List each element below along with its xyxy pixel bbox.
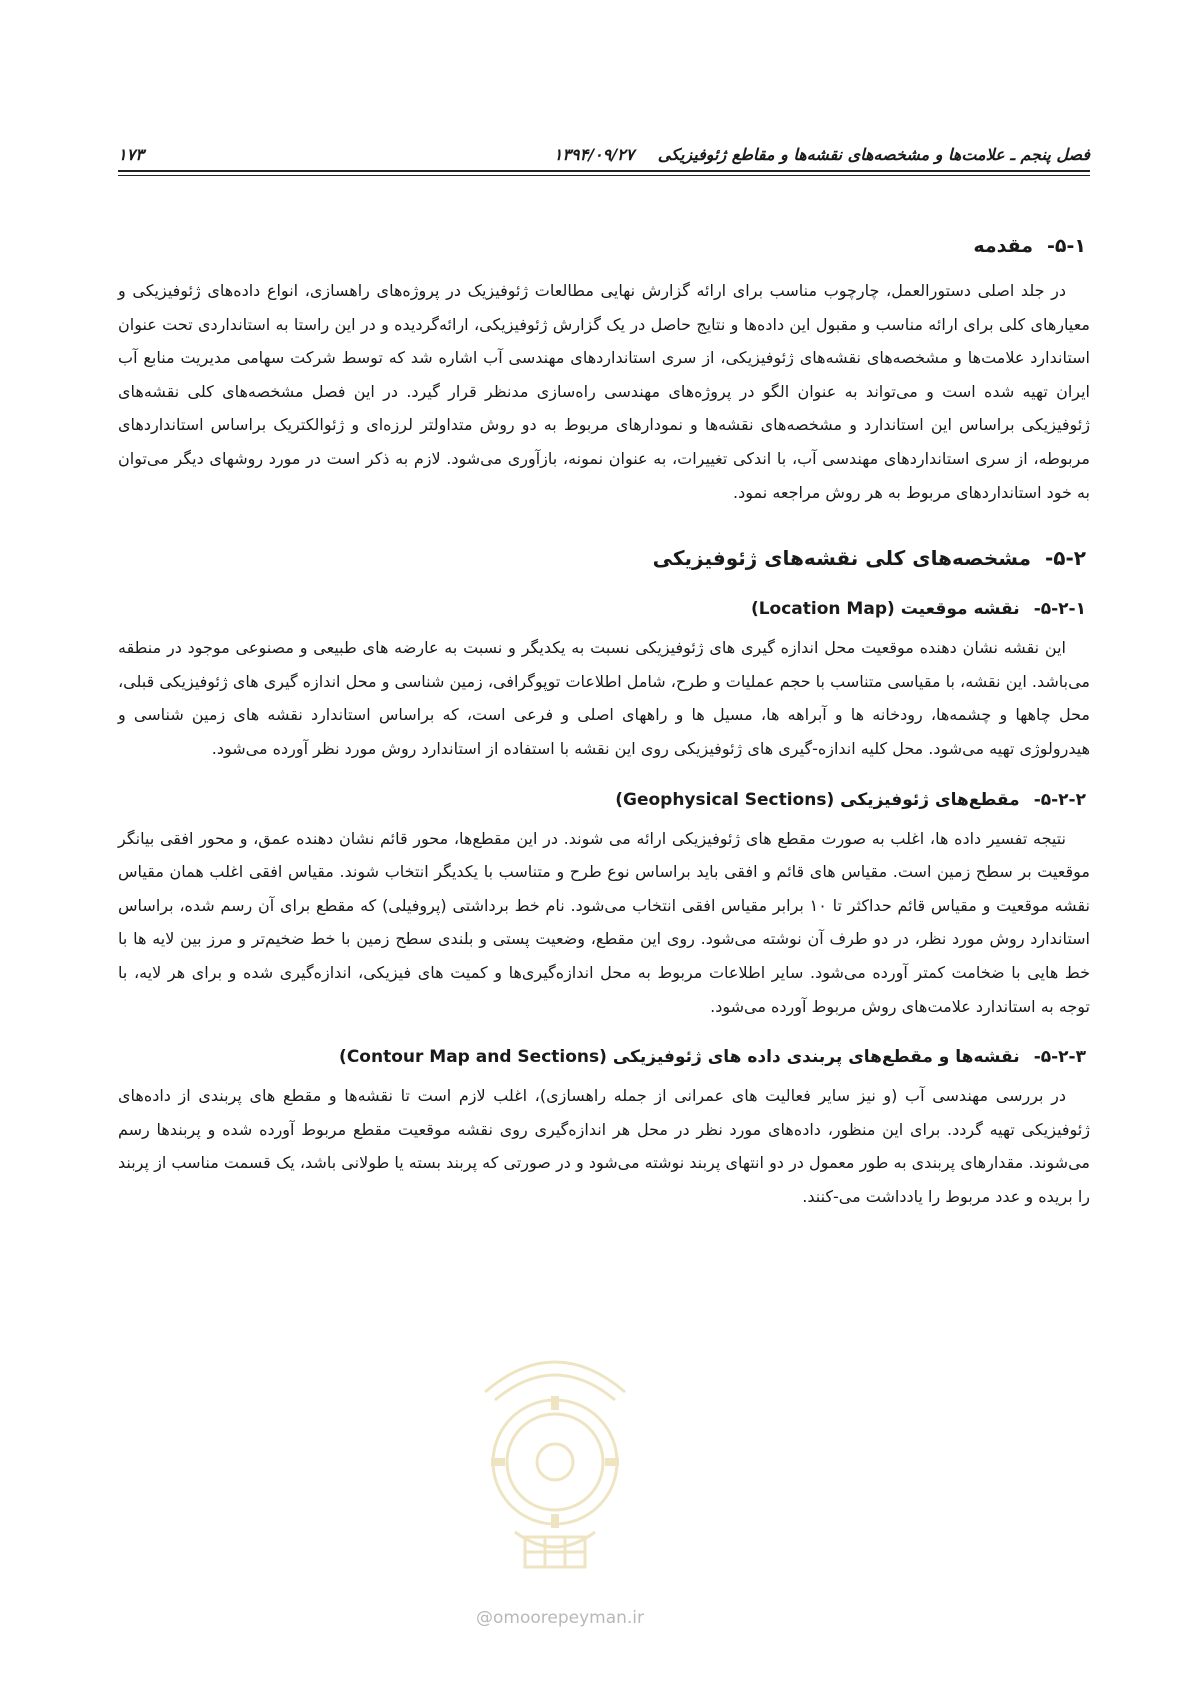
- subsection-number: ۵-۲-۲-: [1033, 789, 1086, 810]
- section-heading-main: [118, 543, 1086, 573]
- page-content: [118, 232, 1090, 1213]
- subsection-title: مقطع‌های ژئوفیزیکی (Geophysical Sections): [615, 789, 1020, 810]
- subsection-number: ۵-۲-۳-: [1033, 1047, 1086, 1068]
- header-date: ۱۳۹۴/۰۹/۲۷: [553, 145, 635, 164]
- section-title: مشخصه‌های کلی نقشه‌های ژئوفیزیکی: [652, 546, 1031, 571]
- intro-paragraph: در جلد اصلی دستورالعمل، چارچوب مناسب برای ارائه گزارش نهایی مطالعات ژئوفیزیک در پروژه‌های راهسازی، انواع داده‌های ژئوفیزیکی و معیارهای کلی برای ارائه مناسب و مقبول این داده‌ها و نتایج حاصل در یک گزارش ژئوفیزیکی، ارائه‌گردیده و در این راستا به استانداردی تحت عنوان استاندارد علامت‌ها و مشخصه‌های نقشه‌های ژئوفیزیکی، از سری استانداردهای مهندسی آب اشاره شد که توسط شرکت سهامی مدیریت منابع آب ایران تهیه شده است و می‌تواند به عنوان الگو در پروژه‌های مهندسی راه‌سازی مدنظر قرار گیرد. در این فصل مشخصه‌های کلی نقشه‌های ژئوفیزیکی براساس این استاندارد و مشخصه‌های نقشه‌ها و نمودارهای مربوط به دو روش متداولتر لرزه‌ای و ژئوالکتریک براساس استانداردهای مربوطه، از سری استانداردهای مهندسی آب، با اندکی تغییرات، به عنوان نمونه، بازآوری می‌شود. لازم به ذکر است در مورد روشهای دیگر می‌توان به خود استانداردهای مربوط به هر روش مراجعه نمود.: [118, 281, 1090, 502]
- header-rule-thick: [118, 170, 1090, 172]
- section-number: ۵-۱-: [1047, 235, 1086, 257]
- chapter-title: فصل پنجم ـ علامت‌ها و مشخصه‌های نقشه‌ها و مقاطع ژئوفیزیکی: [657, 145, 1090, 164]
- subsection-heading-location-map: [118, 595, 1086, 623]
- header-rule-thin: [118, 175, 1090, 176]
- subsection-heading-contour-maps: [118, 1043, 1086, 1071]
- header-title-block: [554, 145, 1090, 164]
- section-number: ۵-۲-: [1044, 546, 1086, 571]
- location-map-paragraph: این نقشه نشان دهنده موقعیت محل اندازه گیری های ژئوفیزیکی نسبت به یکدیگر و نسبت به عارضه های طبیعی و مصنوعی موجود در منطقه می‌باشد. این نقشه، با مقیاسی متناسب با حجم عملیات و طرح، شامل اطلاعات توپوگرافی، زمین شناسی و محل اندازه گیری های ژئوفیزیکی قبلی، محل چاهها و چشمه‌ها، رودخانه ها و آبراهه ها، مسیل ها و راههای اصلی و فرعی است، که براساس استاندارد نقشه های زمین شناسی و هیدرولوژی تهیه می‌شود. محل کلیه اندازه-گیری های ژئوفیزیکی روی این نقشه با استفاده از استاندارد روش مورد نظر آورده می‌شود.: [118, 638, 1090, 758]
- page-number: ۱۷۳: [118, 145, 144, 164]
- watermark-site: @omoorepeyman.ir: [475, 1608, 645, 1628]
- watermark-seal-icon: [455, 1322, 655, 1592]
- geophysical-sections-paragraph: نتیجه تفسیر داده ها، اغلب به صورت مقطع های ژئوفیزیکی ارائه می شوند. در این مقطع‌ها، محور قائم نشان دهنده عمق، و محور افقی بیانگر موقعیت بر سطح زمین است. مقیاس های قائم و افقی باید براساس نوع طرح و متناسب با یکدیگر انتخاب شوند. مقیاس افقی اغلب همان مقیاس نقشه موقعیت و مقیاس قائم حداکثر تا ۱۰ برابر مقیاس افقی انتخاب می‌شود. نام خط برداشتی (پروفیلی) که مقطع برای آن رسم شده، براساس استاندارد روش مورد نظر، در دو طرف آن نوشته می‌شود. روی این مقطع، وضعیت پستی و بلندی سطح زمین با خط ضخیم‌تر و مرز بین لایه ها با خط هایی با ضخامت کمتر آورده می‌شود. سایر اطلاعات مربوط به محل اندازه‌گیری‌ها و کمیت های فیزیکی، اندازه‌گیری شده و برای هر لایه، با توجه به استاندارد علامت‌های روش مربوط آورده می‌شود.: [118, 828, 1091, 1016]
- page-header: [118, 130, 1090, 164]
- subsection-title: نقشه موقعیت (Location Map): [750, 599, 1020, 620]
- subsection-heading-geophysical-sections: [118, 786, 1086, 814]
- contour-maps-paragraph: در بررسی مهندسی آب (و نیز سایر فعالیت های عمرانی از جمله راهسازی)، اغلب لازم است تا نقشه‌ها و مقطع های پربندی از داده‌های ژئوفیزیکی تهیه گردد. برای این منظور، داده‌های مورد نظر در محل هر اندازه‌گیری روی نقشه موقعیت مقطع مربوط آورده شده و پربندها رسم می‌شوند. مقدارهای پربندی به طور معمول در دو انتهای پربند نوشته می‌شود و در صورتی که پربند بسته یا طولانی باشد، یک قسمت مناسب از پربند را بریده و عدد مربوط را یادداشت می-کنند.: [118, 1086, 1090, 1206]
- section-heading-intro: [118, 232, 1086, 260]
- subsection-title: نقشه‌ها و مقطع‌های پربندی داده های ژئوفیزیکی (Contour Map and Sections): [339, 1047, 1020, 1068]
- subsection-number: ۵-۲-۱-: [1033, 599, 1086, 620]
- section-title: مقدمه: [973, 235, 1034, 257]
